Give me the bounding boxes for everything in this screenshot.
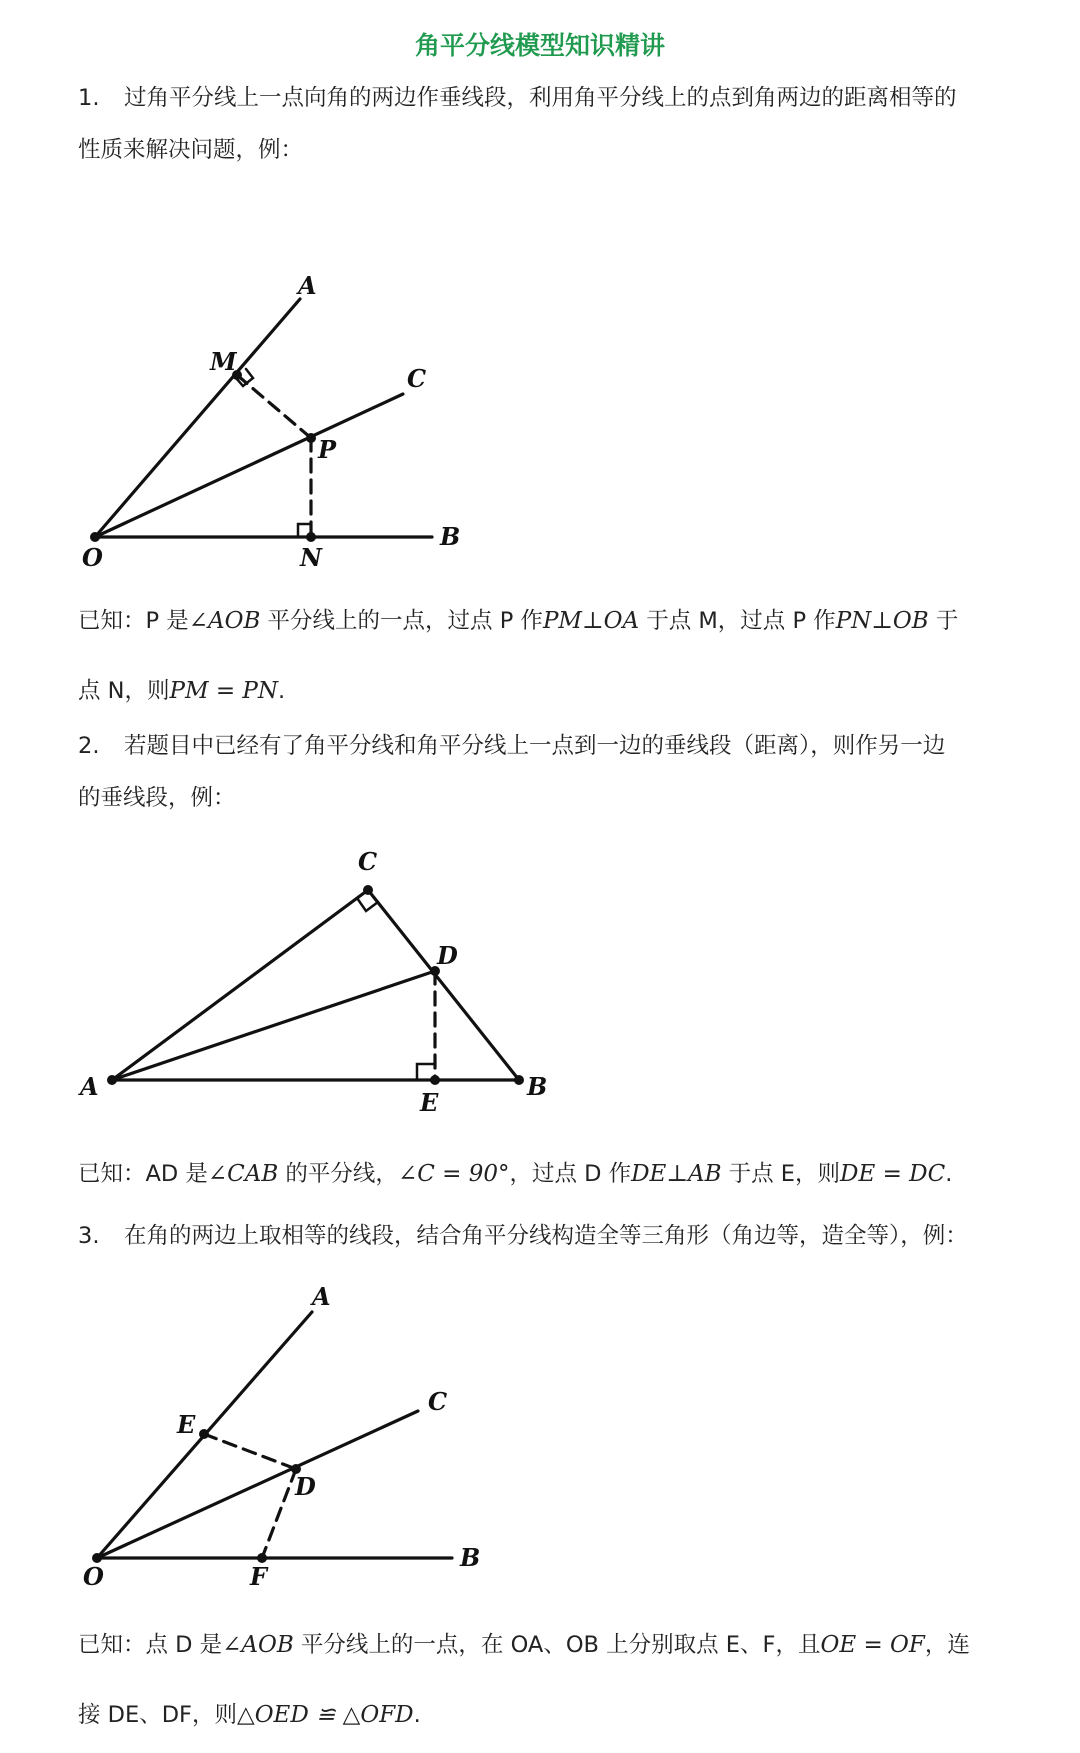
section-1-intro <box>78 72 1008 176</box>
label-M: M <box>210 347 237 376</box>
label-E: E <box>420 1088 439 1117</box>
side-AC <box>112 890 368 1080</box>
label-B: B <box>527 1072 548 1101</box>
point-E <box>430 1075 440 1085</box>
math-angle-AOB: ∠AOB <box>222 1632 294 1658</box>
label-O: O <box>83 1562 104 1591</box>
section-2-intro-line1: 若题目中已经有了角平分线和角平分线上一点到一边的垂线段（距离），则作另一边 <box>124 733 946 759</box>
label-O: O <box>82 543 103 572</box>
ray-OC <box>97 1411 418 1558</box>
math-angle-AOB: ∠AOB <box>188 608 261 634</box>
segment-DF <box>262 1469 296 1558</box>
math-angle-C-90: ∠C = 90° <box>397 1161 510 1187</box>
section-3-intro-line1: 在角的两边上取相等的线段，结合角平分线构造全等三角形（角边等，造全等），例： <box>124 1223 968 1249</box>
figure-1-angle-bisector-perpendiculars <box>0 270 480 584</box>
label-E: E <box>177 1410 196 1439</box>
label-P: P <box>318 435 337 464</box>
label-C: C <box>358 847 378 876</box>
section-1-number: 1. <box>78 85 100 111</box>
label-B: B <box>440 522 461 551</box>
section-2-given: 已知：AD 是∠CAB 的平分线，∠C = 90°，过点 D 作DE⊥AB 于点 E，则DE = DC. <box>78 1161 953 1187</box>
label-C: C <box>407 364 427 393</box>
section-2-intro-line2: 的垂线段，例： <box>78 785 236 811</box>
section-2-intro <box>78 720 1008 824</box>
math-DE-equals-DC: DE = DC <box>840 1161 946 1187</box>
figure-2-right-triangle-bisector <box>0 840 560 1134</box>
point-B <box>514 1075 524 1085</box>
ray-OA <box>95 299 300 537</box>
section-3-intro <box>78 1210 1008 1262</box>
segment-PM <box>237 375 311 438</box>
point-E <box>199 1429 209 1439</box>
point-N <box>306 532 316 542</box>
label-A: A <box>80 1072 99 1101</box>
label-F: F <box>250 1562 268 1591</box>
point-O <box>90 532 100 542</box>
math-PN-perp-OB: PN⊥OB <box>835 608 929 634</box>
label-N: N <box>300 543 322 572</box>
math-PM-perp-OA: PM⊥OA <box>542 608 640 634</box>
figure-3-congruent-triangles <box>0 1280 500 1604</box>
bisector-AD <box>112 971 435 1080</box>
math-PM-equals-PN: PM = PN <box>169 678 279 704</box>
ray-OC <box>95 394 403 537</box>
math-angle-CAB: ∠CAB <box>207 1161 279 1187</box>
math-OE-equals-OF: OE = OF <box>820 1632 925 1658</box>
section-2-number: 2. <box>78 733 100 759</box>
section-3-number: 3. <box>78 1223 100 1249</box>
math-DE-perp-AB: DE⊥AB <box>631 1161 722 1187</box>
page-title: 角平分线模型知识精讲 <box>414 31 665 60</box>
point-P <box>306 433 316 443</box>
label-A: A <box>312 1282 331 1311</box>
point-C <box>363 885 373 895</box>
label-B: B <box>460 1543 481 1572</box>
label-D: D <box>437 941 458 970</box>
section-1-intro-line1: 过角平分线上一点向角的两边作垂线段，利用角平分线上的点到角两边的距离相等的 <box>124 85 957 111</box>
label-C: C <box>428 1387 448 1416</box>
section-3-given: 已知：点 D 是∠AOB 平分线上的一点，在 OA、OB 上分别取点 E、F，且OE = OF，连 接 DE、DF，则△OED ≌ △OFD. <box>78 1632 970 1728</box>
label-D: D <box>295 1472 316 1501</box>
math-congruent-triangles: △OED ≌ △OFD <box>237 1702 414 1728</box>
section-1-given: 已知：P 是∠AOB 平分线上的一点，过点 P 作PM⊥OA 于点 M，过点 P 作PN⊥OB 于 点 N，则PM = PN. <box>78 608 959 704</box>
segment-ED <box>204 1434 296 1469</box>
label-A: A <box>298 271 317 300</box>
point-A <box>107 1075 117 1085</box>
section-1-intro-line2: 性质来解决问题，例： <box>78 137 304 163</box>
